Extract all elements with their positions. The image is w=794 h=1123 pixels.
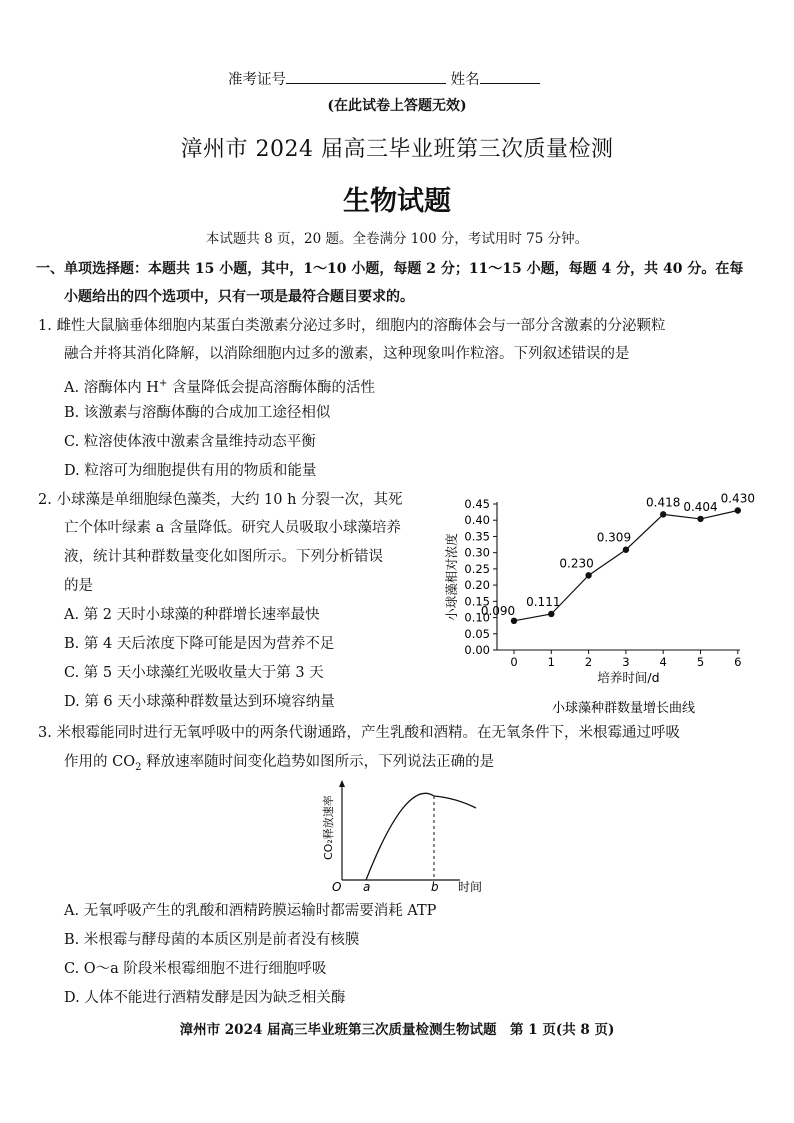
- data-point: [660, 511, 666, 517]
- data-label: 0.430: [720, 491, 755, 506]
- data-point: [511, 618, 517, 624]
- growth-chart: [440, 490, 770, 720]
- q1-option-c: C. 粒溶使体液中激素含量维持动态平衡: [64, 434, 316, 450]
- time-axis-label: 时间: [458, 880, 483, 894]
- subject-title: 生物试题: [343, 186, 451, 217]
- y-tick-label: 0.20: [464, 578, 490, 593]
- section-instruction-1: 一、单项选择题：本题共 15 小题，其中，1～10 小题，每题 2 分；11～15 小题，每题 4 分，共 40 分。在每: [36, 261, 744, 277]
- name-label: 姓名: [450, 72, 480, 88]
- co2-axis-label: CO₂释放速率: [322, 795, 335, 860]
- exam-meta: 本试题共 8 页，20 题。全卷满分 100 分，考试用时 75 分钟。: [205, 231, 589, 247]
- data-point: [697, 516, 703, 522]
- data-point: [735, 507, 741, 513]
- exam-no-label: 准考证号: [228, 72, 286, 88]
- y-axis-label: 小球藻相对浓度: [444, 533, 459, 621]
- y-axis-arrow: [339, 780, 345, 787]
- y-tick-label: 0.25: [464, 561, 490, 576]
- y-tick-label: 0.05: [464, 626, 490, 641]
- exam-no-blank[interactable]: [286, 68, 446, 84]
- q2-stem-1: 2. 小球藻是单细胞绿色藻类，大约 10 h 分裂一次，其死: [38, 492, 403, 508]
- q1-stem-2: 融合并将其消化降解，以消除细胞内过多的激素，这种现象叫作粒溶。下列叙述错误的是: [64, 346, 630, 362]
- q2-option-c: C. 第 5 天小球藻红光吸收量大于第 3 天: [64, 665, 324, 681]
- data-label: 0.404: [683, 499, 718, 514]
- point-a-label: a: [363, 880, 371, 894]
- co2-rate-diagram: [310, 778, 500, 898]
- y-tick-label: 0.30: [464, 545, 490, 560]
- x-tick-label: 0: [510, 655, 518, 669]
- co2-curve: [366, 793, 476, 880]
- point-b-label: b: [431, 880, 439, 894]
- x-tick-label: 6: [734, 655, 742, 669]
- x-tick-label: 1: [547, 655, 555, 669]
- y-tick-label: 0.45: [464, 497, 490, 511]
- q1-stem-1: 1. 雌性大鼠脑垂体细胞内某蛋白类激素分泌过多时，细胞内的溶酶体会与一部分含激素的分泌颗粒: [38, 318, 666, 334]
- q1-option-b: B. 该激素与溶酶体酶的合成加工途径相似: [64, 405, 331, 421]
- x-tick-label: 4: [659, 655, 667, 669]
- data-label: 0.309: [596, 530, 632, 545]
- q3-option-a: A. 无氧呼吸产生的乳酸和酒精跨膜运输时都需要消耗 ATP: [64, 903, 437, 919]
- notice: (在此试卷上答题无效): [327, 98, 467, 114]
- q1-option-a: A. 溶酶体内 H+ 含量降低会提高溶酶体酶的活性: [64, 378, 375, 396]
- section-instruction-2: 小题给出的四个选项中，只有一项是最符合题目要求的。: [64, 289, 414, 305]
- q3-stem-1: 3. 米根霉能同时进行无氧呼吸中的两条代谢通路，产生乳酸和酒精。在无氧条件下，米根霉通过呼吸: [38, 725, 680, 741]
- y-tick-label: 0.40: [464, 513, 490, 528]
- data-point: [623, 547, 629, 553]
- q3-option-b: B. 米根霉与酵母菌的本质区别是前者没有核膜: [64, 932, 360, 948]
- data-point: [548, 611, 554, 617]
- page-footer: 漳州市 2024 届高三毕业班第三次质量检测生物试题 第 1 页(共 8 页): [179, 1022, 615, 1038]
- q3-option-c: C. O～a 阶段米根霉细胞不进行细胞呼吸: [64, 961, 327, 977]
- chart-title: 小球藻种群数量增长曲线: [551, 701, 696, 716]
- y-tick-label: 0.10: [464, 610, 490, 625]
- exam-info-row: [228, 68, 540, 90]
- q1-option-d: D. 粒溶可为细胞提供有用的物质和能量: [64, 463, 317, 479]
- q2-option-d: D. 第 6 天小球藻种群数量达到环境容纳量: [64, 694, 335, 710]
- q2-stem-4: 的是: [64, 578, 93, 594]
- x-tick-label: 3: [622, 655, 630, 669]
- q2-stem-3: 液，统计其种群数量变化如图所示。下列分析错误: [64, 549, 383, 565]
- name-blank[interactable]: [480, 68, 540, 84]
- data-label: 0.418: [646, 495, 681, 510]
- y-tick-label: 0.15: [464, 594, 490, 609]
- data-label: 0.090: [480, 603, 516, 618]
- data-point: [585, 572, 591, 578]
- exam-title: 漳州市 2024 届高三毕业班第三次质量检测: [180, 137, 614, 162]
- origin-label: O: [332, 880, 342, 894]
- data-label: 0.230: [559, 556, 594, 571]
- q2-stem-2: 亡个体叶绿素 a 含量降低。研究人员吸取小球藻培养: [64, 520, 401, 536]
- x-axis-label: 培养时间/d: [597, 670, 660, 685]
- y-tick-label: 0.35: [464, 529, 490, 544]
- x-tick-label: 2: [584, 655, 593, 669]
- q2-option-b: B. 第 4 天后浓度下降可能是因为营养不足: [64, 636, 335, 652]
- q3-stem-2: 作用的 $CO_2$ 释放速率随时间变化趋势如图所示，下列说法正确的是: [64, 754, 495, 773]
- x-tick-label: 5: [696, 655, 705, 669]
- y-tick-label: 0.00: [464, 643, 490, 657]
- q2-option-a: A. 第 2 天时小球藻的种群增长速率最快: [64, 607, 320, 623]
- data-label: 0.111: [526, 594, 561, 609]
- growth-chart-plot: [444, 491, 755, 716]
- q3-option-d: D. 人体不能进行酒精发酵是因为缺乏相关酶: [64, 990, 346, 1006]
